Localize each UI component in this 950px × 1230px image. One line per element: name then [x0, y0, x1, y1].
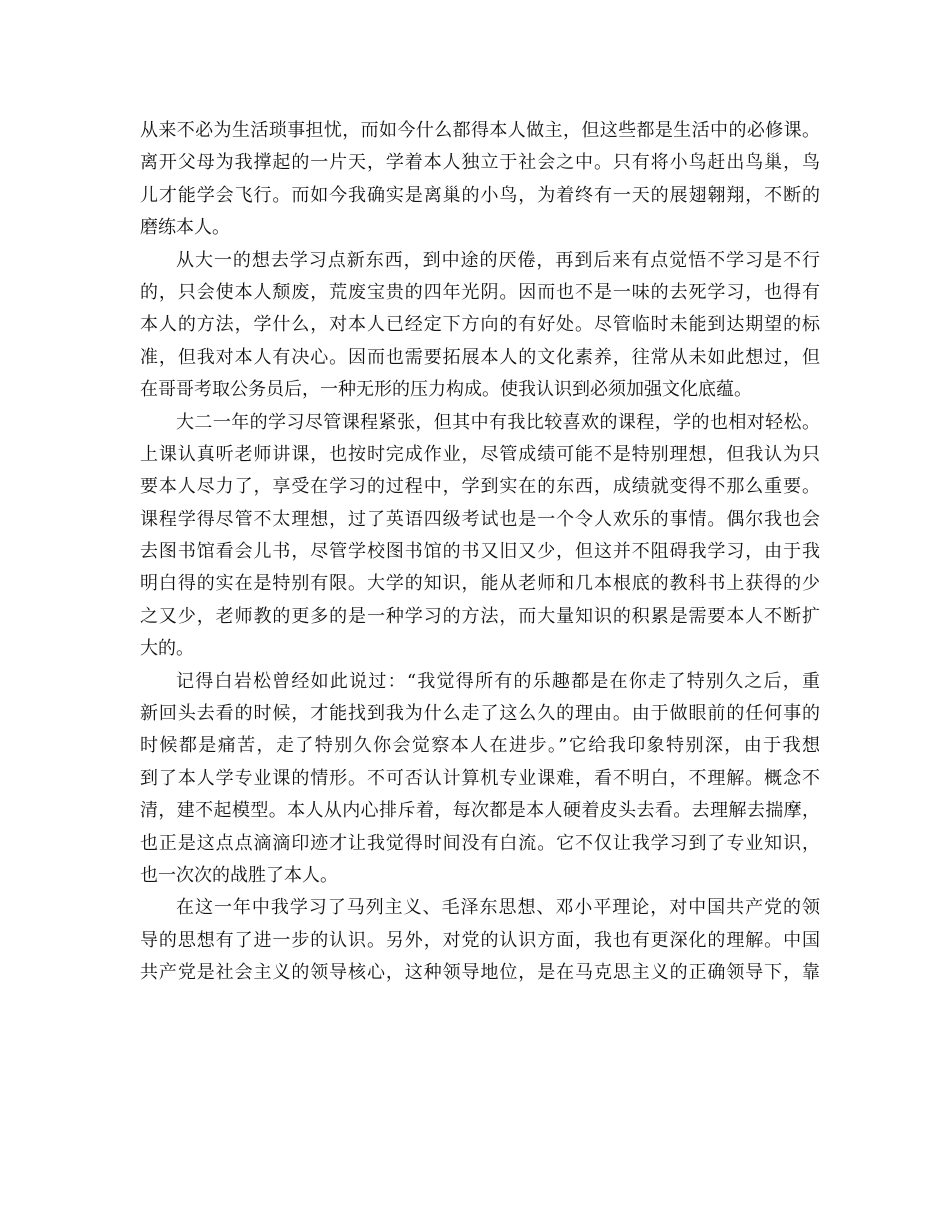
text-line: 去图书馆看会儿书，尽管学校图书馆的书又旧又少，但这并不阻碍我学习，由于我 [140, 541, 820, 563]
text-line: 之又少，老师教的更多的是一种学习的方法，而大量知识的积累是需要本人不断扩 [140, 605, 820, 627]
text-line: 清，建不起模型。本人从内心排斥着，每次都是本人硬着皮头去看。去理解去揣摩， [140, 800, 820, 822]
text-line: 本人的方法，学什么，对本人已经定下方向的有好处。尽管临时未能到达期望的标 [140, 314, 820, 336]
text-line: 从大一的想去学习点新东西，到中途的厌倦，再到后来有点觉悟不学习是不行 [176, 249, 820, 271]
paragraph [140, 115, 820, 245]
text-line: 新回头去看的时候，才能找到我为什么走了这么久的理由。由于做眼前的任何事的 [140, 703, 820, 725]
paragraph [140, 892, 820, 989]
text-line: 共产党是社会主义的领导核心，这种领导地位，是在马克思主义的正确领导下，靠 [140, 962, 820, 984]
text-line: 记得白岩松曾经如此说过：“我觉得所有的乐趣都是在你走了特别久之后，重 [176, 670, 820, 692]
paragraph [140, 407, 820, 666]
text-line: 课程学得尽管不太理想，过了英语四级考试也是一个令人欢乐的事情。偶尔我也会 [140, 508, 820, 530]
paragraph [140, 245, 820, 407]
text-line: 在哥哥考取公务员后，一种无形的压力构成。使我认识到必须加强文化底蕴。 [140, 379, 752, 401]
text-line: 从来不必为生活琐事担忧，而如今什么都得本人做主，但这些都是生活中的必修课。 [140, 120, 820, 141]
text-line: 离开父母为我撑起的一片天，学着本人独立于社会之中。只有将小鸟赶出鸟巢，鸟 [140, 152, 820, 174]
text-line: 时候都是痛苦，走了特别久你会觉察本人在进步。”它给我印象特别深，由于我想 [140, 735, 820, 757]
text-line: 上课认真听老师讲课，也按时完成作业，尽管成绩可能不是特别理想，但我认为只 [140, 443, 820, 465]
text-line: 也正是这点点滴滴印迹才让我觉得时间没有白流。它不仅让我学习到了专业知识， [140, 832, 820, 854]
text-line: 在这一年中我学习了马列主义、毛泽东思想、邓小平理论，对中国共产党的领 [176, 897, 820, 919]
paragraph [140, 666, 820, 893]
text-line: 准，但我对本人有决心。因而也需要拓展本人的文化素养，往常从未如此想过，但 [140, 346, 820, 368]
text-line: 到了本人学专业课的情形。不可否认计算机专业课难，看不明白，不理解。概念不 [140, 767, 820, 789]
text-line: 大的。 [140, 638, 194, 660]
body-text [140, 115, 820, 990]
text-line: 儿才能学会飞行。而如今我确实是离巢的小鸟，为着终有一天的展翅翱翔，不断的 [140, 184, 820, 206]
text-line: 磨练本人。 [140, 217, 230, 239]
text-line: 要本人尽力了，享受在学习的过程中，学到实在的东西，成绩就变得不那么重要。 [140, 476, 820, 498]
text-line: 导的思想有了进一步的认识。另外，对党的认识方面，我也有更深化的理解。中国 [140, 929, 820, 951]
text-line: 的，只会使本人颓废，荒废宝贵的四年光阴。因而也不是一味的去死学习，也得有 [140, 281, 820, 303]
text-line: 也一次次的战胜了本人。 [140, 864, 338, 886]
text-line: 明白得的实在是特别有限。大学的知识，能从老师和几本根底的教科书上获得的少 [140, 573, 820, 595]
text-line: 大二一年的学习尽管课程紧张，但其中有我比较喜欢的课程，学的也相对轻松。 [176, 411, 820, 433]
